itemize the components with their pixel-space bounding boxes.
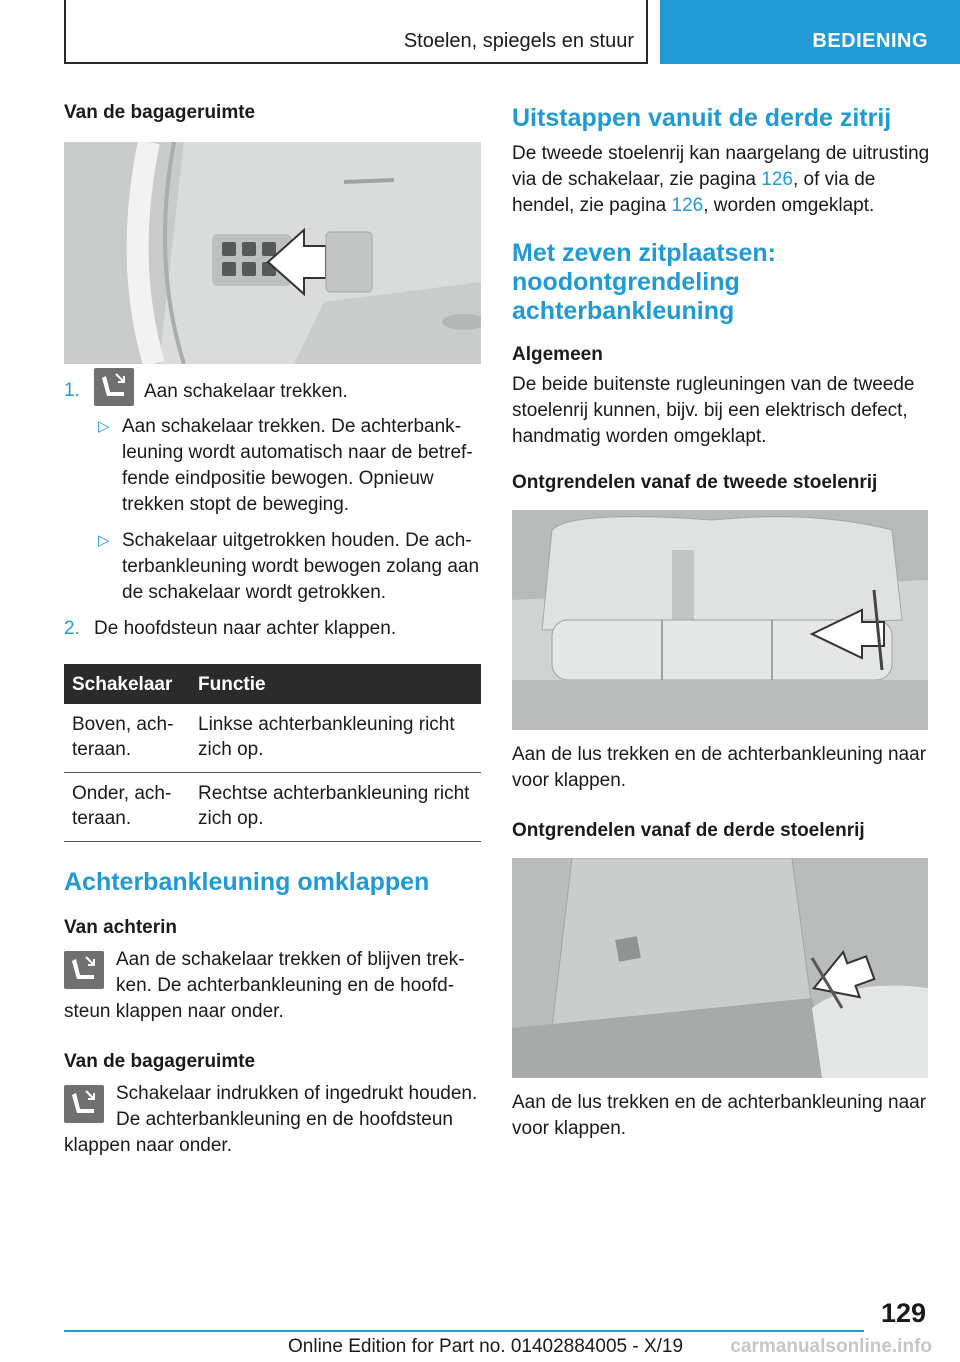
table-cell: Onder, achteraan. — [64, 773, 190, 842]
trunk-switch-photo — [64, 142, 481, 364]
header-box — [64, 0, 648, 64]
footer-rule — [64, 1330, 864, 1332]
step-number: 1. — [64, 380, 80, 401]
heading-exit-third-row: Uitstappen vanuit de derde zitrij — [512, 104, 892, 132]
table-row — [64, 773, 481, 842]
edition-text: Online Edition for Part no. 01402884005 - X/19 — [288, 1336, 684, 1357]
table-header: Functie — [190, 664, 481, 704]
heading-luggage-area: Van de bagageruimte — [64, 102, 256, 123]
seat-switch-icon — [94, 368, 134, 406]
page-link-126[interactable]: 126 — [761, 169, 793, 190]
bullet-item — [64, 528, 481, 606]
chapter-tab-label: BEDIENING — [812, 30, 928, 52]
second-row-text: Aan de lus trekken en de achterbankleuning naar voor klappen. — [512, 744, 927, 791]
step-number: 2. — [64, 618, 80, 639]
step-text: De hoofdsteun naar achter klappen. — [94, 618, 397, 639]
heading-emergency-release: Met zeven zitplaatsen: noodontgrendeling achterbankleuning — [512, 239, 776, 325]
left-column — [64, 100, 481, 1159]
subheading-luggage-area: Van de bagageruimte — [64, 1051, 256, 1072]
table-cell: Linkse achterbankleuning richt zich op. — [190, 704, 481, 773]
second-row-photo — [512, 510, 928, 730]
subheading-third-row: Ontgrendelen vanaf de derde stoelenrij — [512, 820, 865, 841]
watermark: carmanualsonline.info — [730, 1336, 932, 1357]
exit-third-row-text: De tweede stoelenrij kan naargelang de uitrusting via de schakelaar, zie pagina 126, of via de hendel, zie pagina 126, worden omgeklapt. — [512, 143, 930, 216]
from-rear-block — [64, 947, 481, 1025]
chapter-tab — [660, 0, 960, 64]
right-column — [512, 100, 930, 1142]
general-text: De beide buitenste rugleuningen van de tweede stoelenrij kunnen, bijv. bij een elektrisch defect, handmatig worden omgeklapt. — [512, 374, 915, 447]
luggage-area-text: Schakelaar indrukken of ingedrukt houden. De achterbankleuning en de hoofdsteun klappen naar onder. — [64, 1083, 478, 1156]
third-row-photo — [512, 858, 928, 1078]
subheading-second-row: Ontgrendelen vanaf de tweede stoelenrij — [512, 472, 878, 493]
table-cell: Rechtse achterbankleuning richt zich op. — [190, 773, 481, 842]
table-row — [64, 704, 481, 773]
step-1 — [64, 378, 481, 406]
triangle-bullet-icon: ▷ — [98, 418, 110, 435]
section-heading-fold: Achterbankleuning omklappen — [64, 868, 430, 896]
step-2 — [64, 616, 481, 642]
step-text: Aan schakelaar trekken. — [144, 381, 348, 403]
page-number: 129 — [880, 1298, 926, 1328]
page-link-126[interactable]: 126 — [671, 195, 704, 216]
table-header: Schakelaar — [64, 664, 190, 704]
seat-switch-icon — [64, 1085, 104, 1123]
subheading-general: Algemeen — [512, 344, 603, 365]
bullet-text: Schakelaar uitgetrokken houden. De achterbankleuning wordt bewogen zolang aan de schakelaar wordt getrokken. — [122, 530, 480, 603]
subheading-from-rear: Van achterin — [64, 917, 177, 938]
seat-switch-icon — [64, 951, 104, 989]
third-row-text: Aan de lus trekken en de achterbankleuning naar voor klappen. — [512, 1092, 927, 1139]
switch-function-table — [64, 664, 481, 842]
table-cell: Boven, achteraan. — [64, 704, 190, 773]
from-rear-text: Aan de schakelaar trekken of blijven trekken. De achterbankleuning en de hoofdsteun klappen naar onder. — [64, 949, 465, 1022]
luggage-area-block — [64, 1081, 481, 1159]
bullet-text: Aan schakelaar trekken. De achterbankleuning wordt automatisch naar de betreffende eindpositie bewogen. Opnieuw trekken stopt de beweging. — [122, 416, 473, 515]
section-title: Stoelen, spiegels en stuur — [403, 30, 634, 52]
bullet-item — [64, 414, 481, 518]
triangle-bullet-icon: ▷ — [98, 532, 110, 549]
